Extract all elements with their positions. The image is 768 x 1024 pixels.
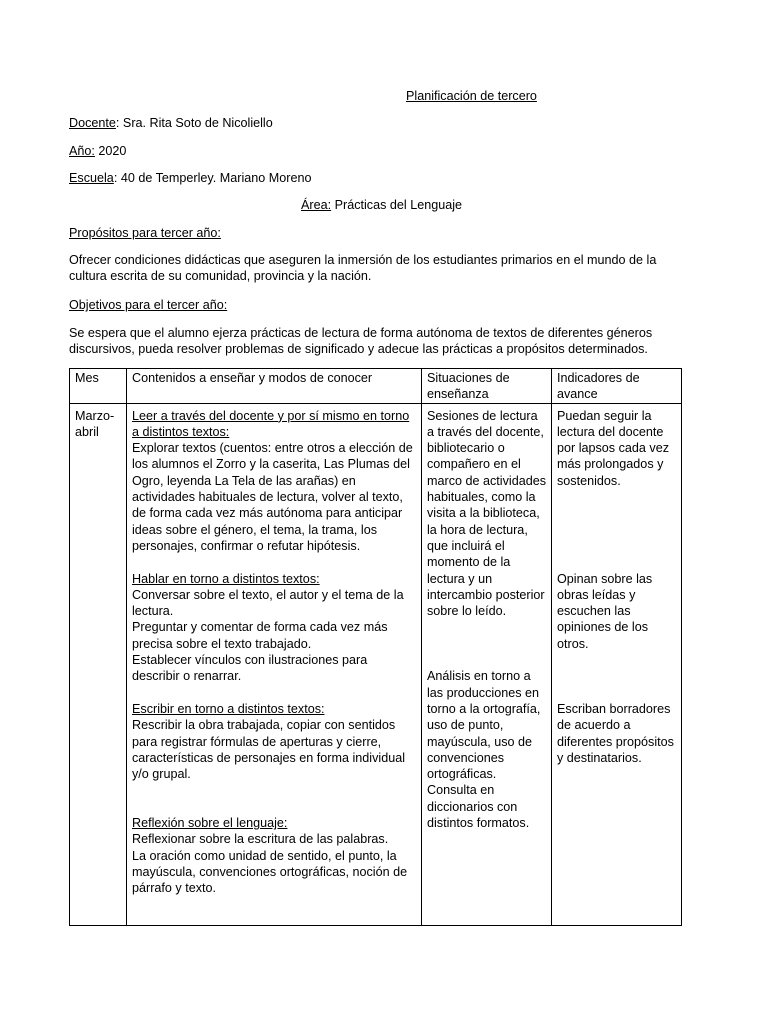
contenido-text: Conversar sobre el texto, el autor y el tema de la lectura. [132,587,404,619]
anio-field [69,143,126,159]
propositos-text: Ofrecer condiciones didácticas que aseguren la inmersión de los estudiantes primarios en el mundo de la cultura escrita de su comunidad, provincia y la nación. [69,253,657,284]
header-mes: Mes [70,369,127,404]
contenido-text: Establecer vínculos con ilustraciones para describir o renarrar. [132,653,368,684]
spacer [132,799,416,815]
situacion-text: Sesiones de lectura a través del docente, bibliotecario o compañero en el marco de actividades habituales, como la visita a la biblioteca, la hora de lectura, que incluirá el momento de la lectura y un intercambio posterior sobre lo leído. [427,408,547,619]
escuela-label: Escuela [69,171,114,185]
contenido-text: Explorar textos (cuentos: entre otros a elección de los alumnos el Zorro y la caserita, Las Plumas del Ogro, leyenda La Tela de las arañas) en actividades habituales de lectura, volver al texto, de forma cada vez más autónoma para anticipar ideas sobre el género, el tema, la trama, los personajes, confirmar o refutar hipótesis. [132,441,413,553]
objetivos-text: Se espera que el alumno ejerza prácticas de lectura de forma autónoma de textos de diferentes géneros discursivos, pueda resolver problemas de significado y adecue las prácticas a propósitos determinados. [69,326,653,357]
docente-value: Sra. Rita Soto de Nicoliello [122,116,273,130]
contenido-heading-escribir: Escribir en torno a distintos textos: [132,701,325,716]
escuela-value: 40 de Temperley. Mariano Moreno [120,171,312,185]
table-row [70,403,682,925]
contenido-text: Reflexionar sobre la escritura de las palabras. [132,832,389,847]
planning-table [69,368,682,926]
header-indicadores: Indicadores de avance [552,369,682,404]
indicador-text: Puedan seguir la lectura del docente por lapsos cada vez más prolongados y sostenidos. [557,408,670,488]
area-value: Prácticas del Lenguaje [334,198,463,212]
table-header-row [70,369,682,404]
document-title: Planificación de tercero [406,89,537,103]
spacer [132,782,416,798]
contenido-text: La oración como unidad de sentido, el punto, la mayúscula, convenciones ortográficas, noción de párrafo y texto. [132,848,408,896]
spacer [427,619,546,635]
spacer [557,505,676,521]
escuela-field [69,170,311,186]
escuela-colon: : [113,171,121,185]
objetivos-heading: Objetivos para el tercer año: [69,298,228,312]
spacer [557,554,676,570]
docente-label: Docente [69,116,116,130]
situacion-text: Análisis en torno a las producciones en torno a la ortografía, uso de punto, mayúscula, uso de convenciones ortográficas. [427,669,541,782]
spacer [557,489,676,505]
cell-contenidos [127,403,422,925]
spacer [132,554,416,570]
spacer [427,636,546,652]
cell-situaciones [422,403,552,925]
spacer [427,652,546,668]
contenido-heading-hablar: Hablar en torno a distintos textos: [132,571,320,586]
docente-colon: : [115,116,123,130]
spacer [132,685,416,701]
contenido-heading-reflexion: Reflexión sobre el lenguaje: [132,816,288,831]
situacion-text: Consulta en diccionarios con distintos formatos. [427,783,530,831]
contenido-text: Preguntar y comentar de forma cada vez más precisa sobre el texto trabajado. [132,620,388,651]
spacer [557,538,676,554]
cell-indicadores [552,403,682,925]
docente-field [69,115,273,131]
area-field [301,197,462,213]
indicador-text: Opinan sobre las obras leídas y escuchen las opiniones de los otros. [557,571,653,651]
propositos-heading: Propósitos para tercer año: [69,226,221,240]
spacer [557,685,676,701]
anio-value: 2020 [98,144,127,158]
header-situaciones: Situaciones de enseñanza [422,369,552,404]
spacer [557,652,676,668]
spacer [557,668,676,684]
contenido-text: Rescribir la obra trabajada, copiar con sentidos para registrar fórmulas de aperturas y cierre, características de personajes en forma individual y/o grupal. [132,718,406,782]
area-label: Área: [301,198,332,212]
cell-mes [70,403,127,925]
mes-value: Marzo-abril [75,408,115,439]
header-contenidos: Contenidos a enseñar y modos de conocer [127,369,422,404]
anio-label: Año: [69,144,95,158]
contenido-heading-leer: Leer a través del docente y por sí mismo en torno a distintos textos: [132,408,410,439]
spacer [557,522,676,538]
indicador-text: Escriban borradores de acuerdo a diferentes propósitos y destinatarios. [557,701,674,765]
